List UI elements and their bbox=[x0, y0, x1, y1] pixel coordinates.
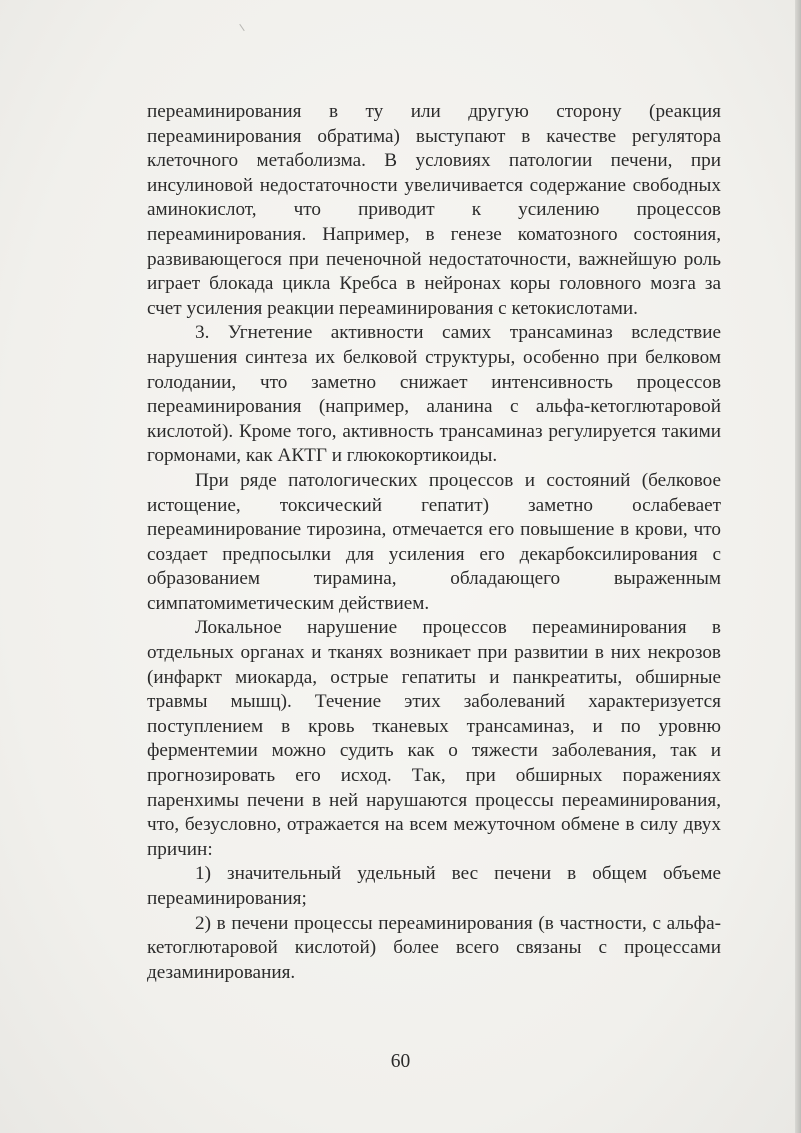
list-item-2: 2) в печени процессы переаминирования (в частности, с альфа-кетоглютаровой кислотой) более всего связаны с процессами дезаминирования. bbox=[147, 912, 721, 983]
page-body-text bbox=[147, 100, 721, 985]
paragraph-3: При ряде патологических процессов и состояний (белковое истощение, токсический гепатит) заметно ослабевает переаминирование тирозина, отмечается его повышение в крови, что создает предпосылки для усиления его декарбоксилирования с образованием тирамина, обладающего выраженным симпатомиметическим действием. bbox=[147, 469, 721, 614]
paragraph-1: переаминирования в ту или другую сторону (реакция переаминирования обратима) выступают в качестве регулятора клеточного метаболизма. В условиях патологии печени, при инсулиновой недостаточности увеличивается содержание свободных аминокислот, что приводит к усилению процессов переаминирования. Например, в генезе коматозного состояния, развивающегося при печеночной недостаточности, важнейшую роль играет блокада цикла Кребса в нейронах коры головного мозга за счет усиления реакции переаминирования с кетокислотами. bbox=[147, 101, 721, 319]
paragraph-4: Локальное нарушение процессов переаминирования в отдельных органах и тканях возникает при развитии в них некрозов (инфаркт миокарда, острые гепатиты и панкреатиты, обширные травмы мышц). Течение этих заболеваний характеризуется поступлением в кровь тканевых трансаминаз, и по уровню ферментемии можно судить как о тяжести заболевания, так и прогнозировать его исход. Так, при обширных поражениях паренхимы печени в ней нарушаются процессы переаминирования, что, безусловно, отражается на всем межуточном обмене в силу двух причин: bbox=[147, 617, 721, 860]
page-number: 60 bbox=[390, 1051, 411, 1072]
scan-mark bbox=[239, 24, 244, 31]
paragraph-2: 3. Угнетение активности самих трансаминаз вследствие нарушения синтеза их белковой структуры, особенно при белковом голодании, что заметно снижает интенсивность процессов переаминирования (например, аланина с альфа-кетоглютаровой кислотой). Кроме того, активность трансаминаз регулируется такими гормонами, как АКТГ и глюкокортикоиды. bbox=[147, 322, 721, 467]
list-item-1: 1) значительный удельный вес печени в общем объеме переаминирования; bbox=[147, 863, 721, 909]
page-edge-shadow bbox=[795, 0, 801, 1133]
